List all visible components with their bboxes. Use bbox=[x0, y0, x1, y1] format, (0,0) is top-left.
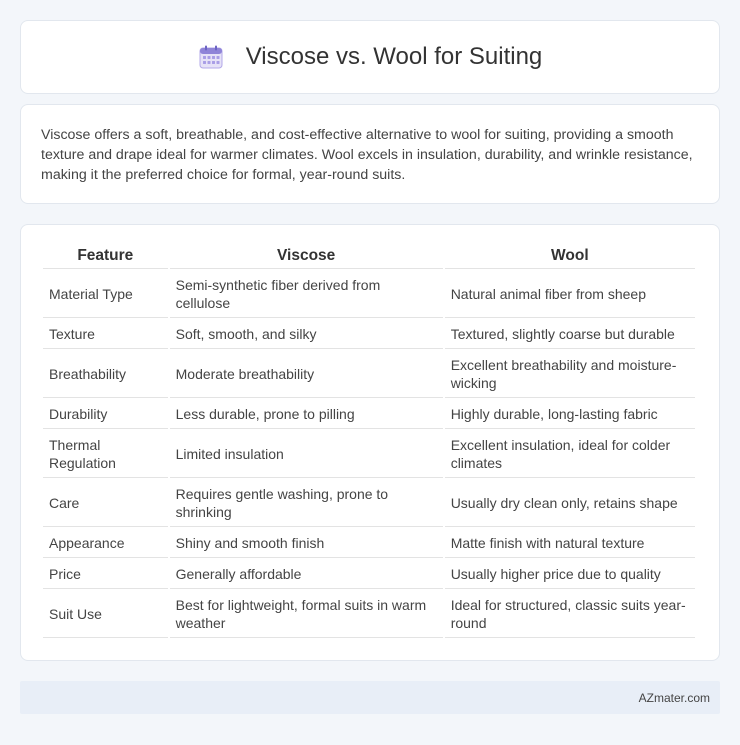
table-header-row bbox=[43, 243, 695, 269]
feature-cell: Texture bbox=[43, 318, 168, 349]
header-wool: Wool bbox=[445, 243, 695, 269]
viscose-cell: Generally affordable bbox=[170, 558, 443, 589]
footer-site-link[interactable]: AZmater.com bbox=[638, 690, 710, 705]
feature-cell: Price bbox=[43, 558, 168, 589]
table-row bbox=[43, 318, 695, 349]
table-row bbox=[43, 527, 695, 558]
table-row bbox=[43, 429, 695, 478]
wool-cell: Excellent insulation, ideal for colder climates bbox=[445, 429, 695, 478]
summary-text: Viscose offers a soft, breathable, and cost-effective alternative to wool for suiting, providing a smooth texture and drape ideal for warmer climates. Wool excels in insulation, durability, and wrinkle resistance, making it the preferred choice for formal, year-round suits. bbox=[41, 127, 693, 183]
comparison-card bbox=[20, 224, 720, 661]
table-row bbox=[43, 589, 695, 638]
page-title: Viscose vs. Wool for Suiting bbox=[245, 43, 543, 70]
wool-cell: Ideal for structured, classic suits year-round bbox=[445, 589, 695, 638]
wool-cell: Usually higher price due to quality bbox=[445, 558, 695, 589]
viscose-cell: Limited insulation bbox=[170, 429, 443, 478]
table-row bbox=[43, 398, 695, 429]
header-feature: Feature bbox=[43, 243, 168, 269]
wool-cell: Matte finish with natural texture bbox=[445, 527, 695, 558]
wool-cell: Textured, slightly coarse but durable bbox=[445, 318, 695, 349]
viscose-cell: Less durable, prone to pilling bbox=[170, 398, 443, 429]
wool-cell: Highly durable, long-lasting fabric bbox=[445, 398, 695, 429]
feature-cell: Suit Use bbox=[43, 589, 168, 638]
feature-cell: Thermal Regulation bbox=[43, 429, 168, 478]
calendar-icon bbox=[198, 44, 224, 70]
wool-cell: Natural animal fiber from sheep bbox=[445, 269, 695, 318]
summary-card bbox=[20, 104, 720, 204]
feature-cell: Care bbox=[43, 478, 168, 527]
footer bbox=[20, 681, 720, 714]
viscose-cell: Moderate breathability bbox=[170, 349, 443, 398]
viscose-cell: Shiny and smooth finish bbox=[170, 527, 443, 558]
feature-cell: Material Type bbox=[43, 269, 168, 318]
header-viscose: Viscose bbox=[170, 243, 443, 269]
table-row bbox=[43, 269, 695, 318]
feature-cell: Appearance bbox=[43, 527, 168, 558]
wool-cell: Excellent breathability and moisture-wicking bbox=[445, 349, 695, 398]
title-wrap bbox=[198, 43, 543, 71]
viscose-cell: Best for lightweight, formal suits in warm weather bbox=[170, 589, 443, 638]
feature-cell: Durability bbox=[43, 398, 168, 429]
viscose-cell: Soft, smooth, and silky bbox=[170, 318, 443, 349]
viscose-cell: Requires gentle washing, prone to shrinking bbox=[170, 478, 443, 527]
comparison-table bbox=[41, 243, 697, 638]
wool-cell: Usually dry clean only, retains shape bbox=[445, 478, 695, 527]
viscose-cell: Semi-synthetic fiber derived from cellulose bbox=[170, 269, 443, 318]
table-row bbox=[43, 558, 695, 589]
feature-cell: Breathability bbox=[43, 349, 168, 398]
table-row bbox=[43, 349, 695, 398]
table-row bbox=[43, 478, 695, 527]
title-card bbox=[20, 20, 720, 94]
